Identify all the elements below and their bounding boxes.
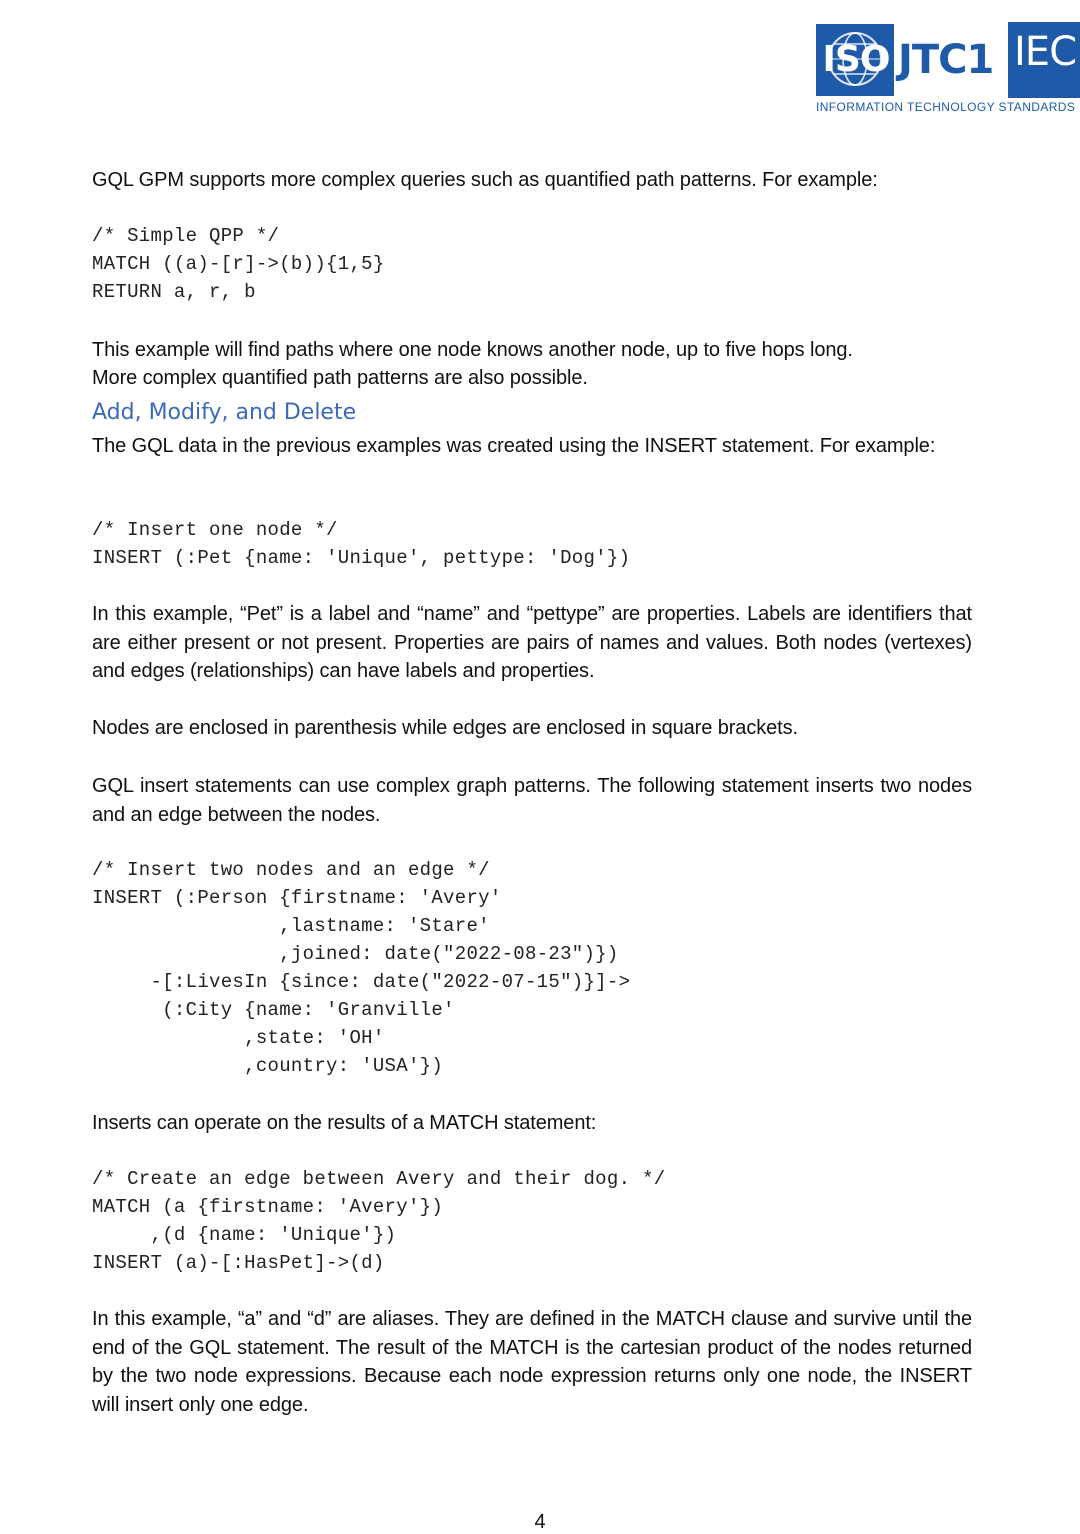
labels-explanation-paragraph: In this example, “Pet” is a label and “name” and “pettype” are properties. Labels are identifiers that are either present or not present. Properties are pairs of names and values. Both nodes (vertexes) and edges (relationships) can have labels and properties.: [92, 603, 972, 682]
iec-wordmark: IEC: [1014, 29, 1076, 75]
code-block-create-edge: /* Create an edge between Avery and their dog. */ MATCH (a {firstname: 'Avery'}) ,(d {name: 'Unique'}) INSERT (a)-[:HasPet]->(d): [92, 1168, 666, 1274]
match-insert-paragraph: Inserts can operate on the results of a MATCH statement:: [92, 1112, 597, 1134]
qpp-explanation-line-2: More complex quantified path patterns are also possible.: [92, 367, 588, 389]
aliases-explanation-paragraph: In this example, “a” and “d” are aliases. They are defined in the MATCH clause and survive until the end of the GQL statement. The result of the MATCH is the cartesian product of the nodes returned by the two node expressions. Because each node expression returns only one node, the INSERT will insert only one edge.: [92, 1308, 972, 1416]
iso-wordmark: ISO: [822, 39, 890, 80]
page-number: 4: [534, 1511, 546, 1533]
code-block-insert-one-node: /* Insert one node */ INSERT (:Pet {name: 'Unique', pettype: 'Dog'}): [92, 519, 631, 569]
insert-intro-paragraph: The GQL data in the previous examples was created using the INSERT statement. For example:: [92, 435, 936, 457]
logo-subtitle: INFORMATION TECHNOLOGY STANDARDS: [816, 100, 1076, 114]
iec-logo-block: [1008, 22, 1080, 98]
section-heading: Add, Modify, and Delete: [92, 400, 357, 425]
jtc1-wordmark: JTC1: [898, 37, 994, 83]
iso-logo-block: [816, 24, 894, 96]
complex-insert-paragraph: GQL insert statements can use complex graph patterns. The following statement inserts two nodes and an edge between the nodes.: [92, 775, 972, 826]
qpp-explanation-line-1: This example will find paths where one node knows another node, up to five hops long.: [92, 339, 853, 361]
iso-jtc1-iec-logo: [816, 22, 1080, 122]
logo-row: [816, 22, 1080, 98]
code-block-simple-qpp: /* Simple QPP */ MATCH ((a)-[r]->(b)){1,5} RETURN a, r, b: [92, 225, 385, 303]
intro-paragraph: GQL GPM supports more complex queries such as quantified path patterns. For example:: [92, 169, 878, 191]
code-block-insert-two-nodes: /* Insert two nodes and an edge */ INSERT (:Person {firstname: 'Avery' ,lastname: 'Stare' ,joined: date("2022-08-23")}) -[:LivesIn {since: date("2022-07-15")}]-> (:City {name: 'Granville' ,state: 'OH' ,country: 'USA'}): [92, 859, 631, 1077]
enclosure-paragraph: Nodes are enclosed in parenthesis while edges are enclosed in square brackets.: [92, 717, 798, 739]
